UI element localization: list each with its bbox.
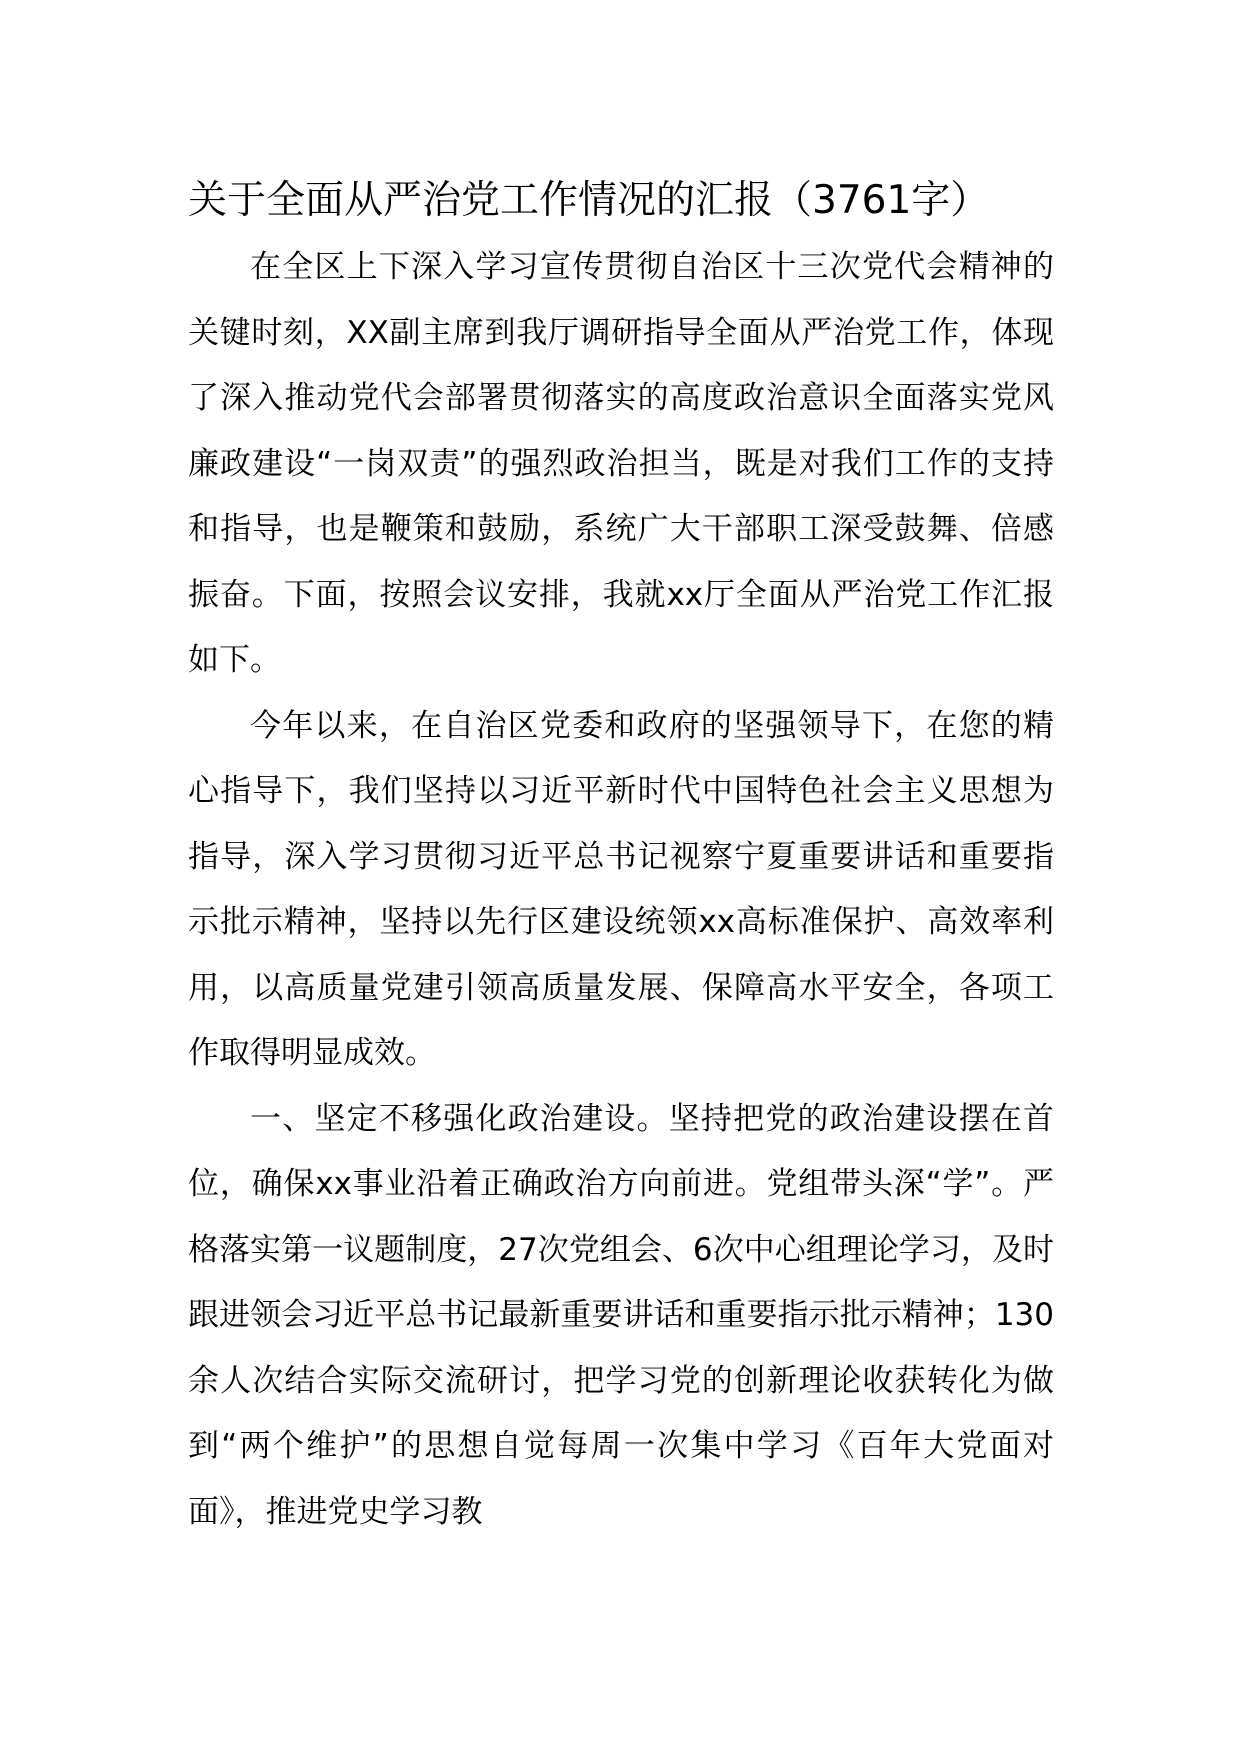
document-body bbox=[188, 172, 1054, 1545]
document-title: 关于全面从严治党工作情况的汇报（3761字） bbox=[188, 178, 990, 223]
paragraph-section-one: 一、坚定不移强化政治建设。坚持把党的政治建设摆在首位，确保xx事业沿着正确政治方向前进。党组带头深“学”。严格落实第一议题制度，27次党组会、6次中心组理论学习，及时跟进领会习近平总书记最新重要讲话和重要指示批示精神；130余人次结合实际交流研讨，把学习党的创新理论收获转化为做到“两个维护”的思想自觉每周一次集中学习《百年大党面对面》，推进党史学习教 bbox=[188, 1100, 1054, 1530]
paragraph-summary: 今年以来，在自治区党委和政府的坚强领导下，在您的精心指导下，我们坚持以习近平新时代中国特色社会主义思想为指导，深入学习贯彻习近平总书记视察宁夏重要讲话和重要指示批示精神，坚持以先行区建设统领xx高标准保护、高效率利用，以高质量党建引领高质量发展、保障高水平安全，各项工作取得明显成效。 bbox=[188, 707, 1054, 1071]
paragraph-intro: 在全区上下深入学习宣传贯彻自治区十三次党代会精神的关键时刻，XX副主席到我厅调研指导全面从严治党工作，体现了深入推动党代会部署贯彻落实的高度政治意识全面落实党风廉政建设“一岗双责”的强烈政治担当，既是对我们工作的支持和指导，也是鞭策和鼓励，系统广大干部职工深受鼓舞、倍感振奋。下面，按照会议安排，我就xx厅全面从严治党工作汇报如下。 bbox=[188, 249, 1054, 678]
